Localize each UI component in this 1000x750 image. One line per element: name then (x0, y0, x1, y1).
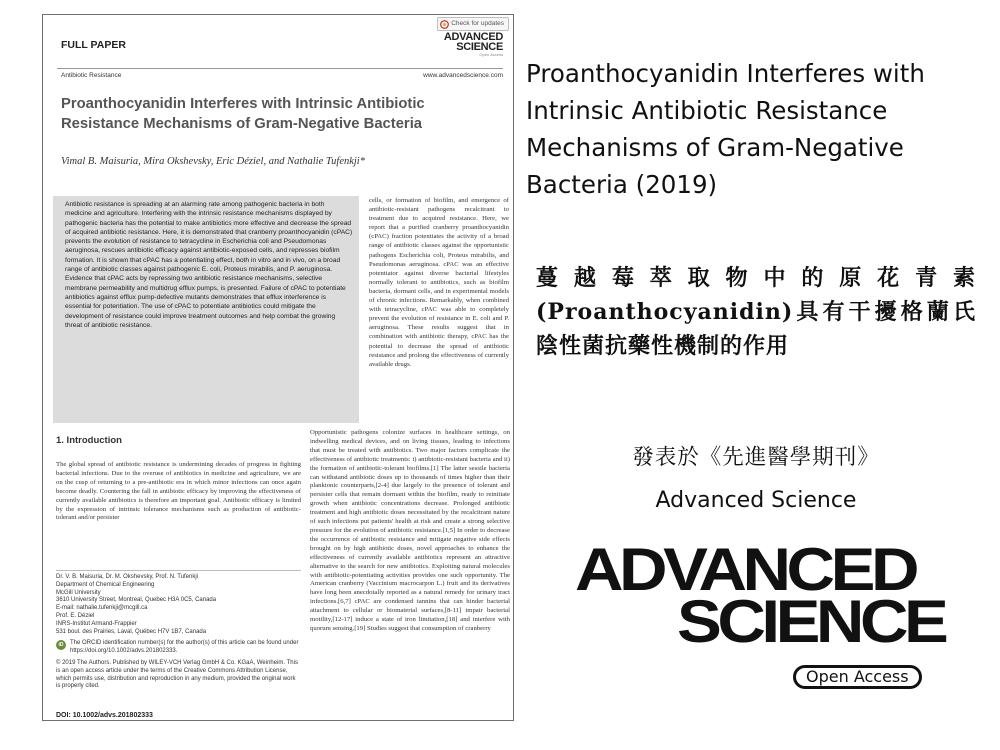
paper-logo-word2: SCIENCE (456, 41, 503, 53)
chinese-title: 蔓越莓萃取物中的原花青素(Proanthocyanidin)具有干擾格蘭氏陰性菌抗藥性機制的作用 (536, 265, 976, 359)
affiliation-line: Dr. V. B. Maisuria, Dr. M. Okshevsky, Prof. N. Tufenkji (56, 574, 199, 580)
introduction-left-column: The global spread of antibiotic resistance is undermining decades of progress in fighting bacterial infections. Due to the overuse of antibiotics in medicine and agriculture, we are on the cusp of returning to a pre-antibiotic era in which minor infections can once again become deadly. Countering the fall in antibiotic efficacy by improving the effectiveness of currently available antibiotics is therefore an important goal. Antibiotic efficacy is limited by the expression of intrinsic tolerance mechanisms such as production of antibiotic-tolerant and/or persister (56, 461, 301, 522)
paper-journal-logo (444, 32, 503, 57)
paper-logo-word1: ADVANCED (443, 31, 503, 43)
affiliation-line: Department of Chemical Engineering (56, 581, 155, 588)
affiliation-rule (56, 570, 301, 571)
section-label: Antibiotic Resistance (61, 72, 122, 79)
affiliation-line: Prof. E. Déziel (56, 612, 95, 619)
header-rule (57, 68, 503, 69)
affiliation-line: INRS-Institut Armand-Frappier (56, 620, 137, 627)
affiliation-email: E-mail: nathalie.tufenkji@mcgill.ca (56, 605, 148, 612)
published-in-line: 發表於《先進醫學期刊》 (632, 445, 880, 470)
logo-word-science: SCIENCE (677, 588, 945, 655)
affiliation-line: McGill University (56, 589, 101, 596)
article-type-label: FULL PAPER (61, 39, 126, 51)
advanced-science-logo (575, 536, 995, 695)
check-for-updates-badge[interactable] (437, 17, 509, 31)
orcid-note-row (56, 640, 301, 656)
paper-page-image (42, 14, 514, 721)
slide-headline: Proanthocyanidin Interferes with Intrinsic Antibiotic Resistance Mechanisms of Gram-Negative Bacteria (2019) (526, 59, 925, 199)
open-access-badge (793, 665, 922, 689)
abstract-text: Antibiotic resistance is spreading at an alarming rate among pathogenic bacteria in both medicine and agriculture. Interfering with the intrinsic resistance mechanisms displayed by pathogenic bacteria has the potential to make antibiotics more effective and decrease the spread of acquired antibiotic resistance. Here, it is demonstrated that cranberry proanthocyanidin (cPAC) prevents the evolution of resistance to tetracycline in Escherichia coli and Pseudomonas aeruginosa, rescues antibiotic efficacy against antibiotic-exposed cells, and represses biofilm formation. It is shown that cPAC has a potentiating effect, both in vitro and in vivo, on a broad range of antibiotic classes against pathogenic E. coli, Proteus mirabilis, and P. aeruginosa. Evidence that cPAC acts by repressing two antibiotic resistance mechanisms, selective membrane permeability and multidrug efflux pumps, is presented. Failure of cPAC to potentiate antibiotics against efflux pump-defective mutants demonstrates that efflux interference is essential for potentiation. The use of cPAC to potentiate antibiotics could mitigate the development of resistance could improve treatment outcomes and help combat the growing threat of antibiotic resistance. (65, 201, 353, 329)
author-affiliations (56, 574, 301, 691)
introduction-right-column: Opportunistic pathogens colonize surfaces in healthcare settings, on indwelling medical devices, and on living tissues, leading to infections that must be treated with antibiotics. Two major factors complicate the effectiveness of antibiotic treatments: i) antibiotic-resistant bacteria and ii) the formation of antibiotic-tolerant biofilms.[1] The latter sessile bacteria can withstand antibiotic doses up to thousands of times higher than their planktonic counterparts,[2-4] due largely to the presence of tolerant and persister cells that remain dormant within the biofilm, ready to reinitiate growth when antibiotic concentrations decrease. Prolonged antibiotic treatment and high antibiotic doses necessitated by the recalcitrant nature of such infections put patients' health at risk and create a strong selective pressure for the evolution of antibiotic resistance.[1,5] In order to decrease the occurrence of antibiotic resistance and mitigate negative side effects brought on by high antibiotic doses, novel approaches to enhance the effectiveness of currently available antibiotics represent an attractive alternative to the search for new antibiotics. Exploiting natural molecules with antibiotic-potentiating activities provides one such opportunity. The American cranberry (Vaccinium macrocarpon L.) fruit and its derivatives have long been anecdotally reported as a natural remedy for urinary tract infections.[6,7] cPAC are condensed tannins that can hinder bacterial attachment to cellular or biomaterial surfaces,[8-11] impair bacterial motility,[12-17] induce a state of iron limitation,[18] and interfere with quorum sensing.[19] Studies suggest that consumption of cranberry (310, 429, 510, 632)
open-access-label: Open Access (806, 667, 909, 686)
check-for-updates-label: Check for updates (451, 20, 504, 27)
journal-name: Advanced Science (655, 488, 857, 513)
paper-title: Proanthocyanidin Interferes with Intrinsic Antibiotic Resistance Mechanisms of Gram-Negative Bacteria (61, 96, 425, 132)
logo-word-advanced: ADVANCED (575, 536, 916, 603)
copyright-notice: © 2019 The Authors. Published by WILEY-VCH Verlag GmbH & Co. KGaA, Weinheim. This is an open access article under the terms of the Creative Commons Attribution License, which permits use, distribution and reproduction in any medium, provided the original work is properly cited. (56, 659, 298, 690)
affiliation-line: 531 boul. des Prairies, Laval, Québec H7V 1B7, Canada (56, 628, 207, 635)
introduction-heading: 1. Introduction (56, 435, 122, 446)
orcid-note: The ORCID identification number(s) for the author(s) of this article can be found under https://doi.org/10.1002/advs.201802333. (70, 640, 299, 655)
journal-website: www.advancedscience.com (423, 72, 503, 79)
orcid-icon: iD (56, 640, 66, 650)
abstract-continuation: cells, or formation of biofilm, and emergence of antibiotic-resistant pathogens recalcitrant to treatment due to acquired resistance. Here, we report that a purified cranberry proanthocyanidin (cPAC) fraction potentiates the activity of a broad range of antibiotic classes against the opportunistic pathogens Escherichia coli, Proteus mirabilis, and Pseudomonas aeruginosa. cPAC was an effective potentiator against diverse bacterial lifestyles normally tolerant to antibiotics, such as biofilm bacteria, dormant cells, and in experimental models of chronic infections. Remarkably, when combined with tetracycline, cPAC was able to completely prevent the evolution of resistance in E. coli and P. aeruginosa. These results suggest that in combination with antibiotic therapy, cPAC has the potential to decrease the spread of antibiotic resistance and prolong the effectiveness of currently available drugs. (369, 197, 509, 368)
affiliation-line: 3610 University Street, Montreal, Quebec H3A 0C5, Canada (56, 597, 217, 604)
paper-logo-word3: Open Access (479, 52, 503, 57)
paper-authors: Vimal B. Maisuria, Mira Okshevsky, Eric Déziel, and Nathalie Tufenkji* (61, 156, 365, 167)
abstract-box (53, 196, 359, 423)
update-check-icon (440, 20, 449, 29)
paper-doi: DOI: 10.1002/advs.201802333 (56, 712, 153, 719)
